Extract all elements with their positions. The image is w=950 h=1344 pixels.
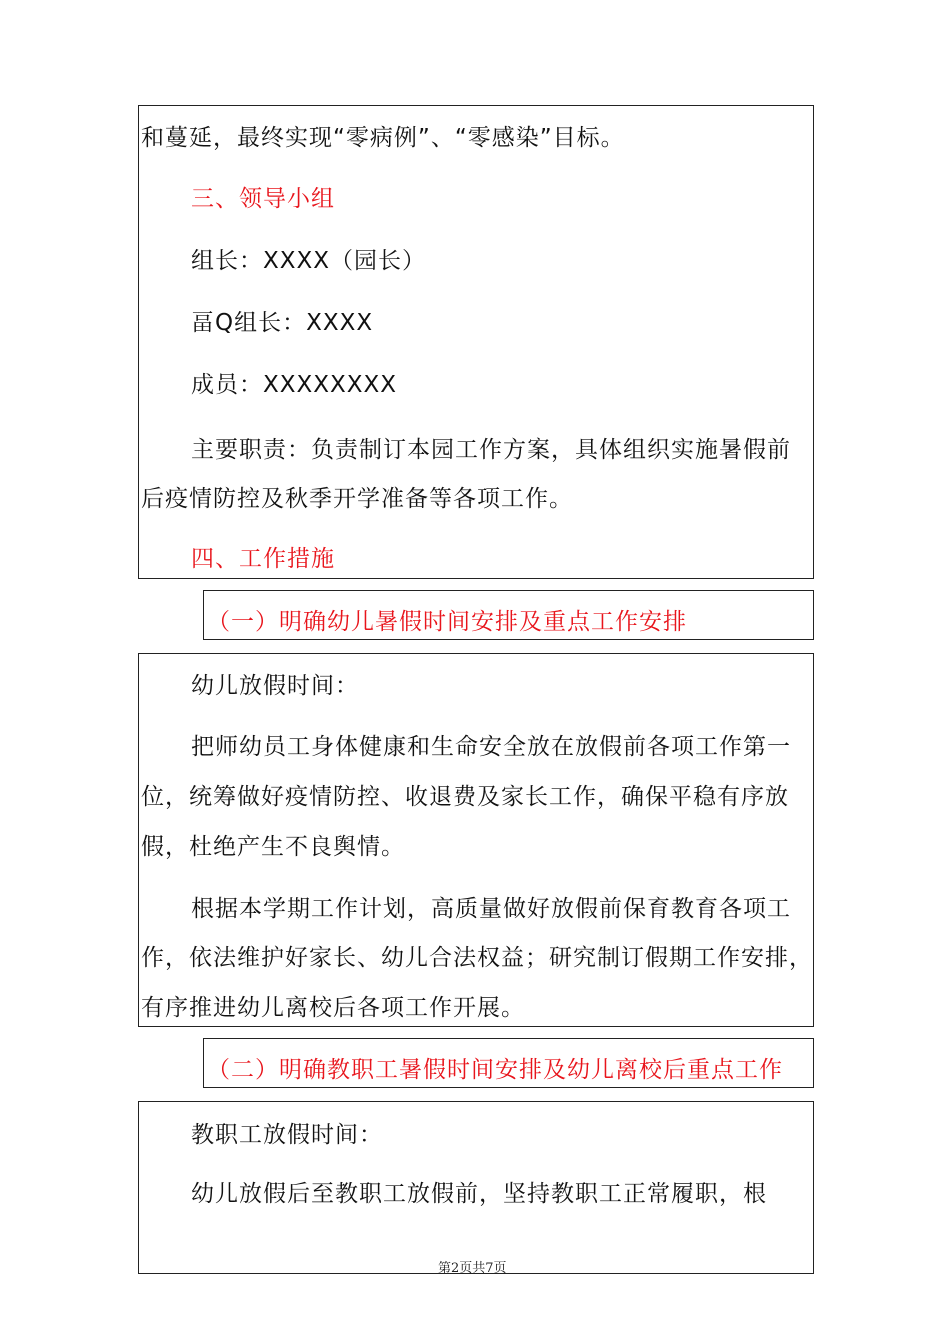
section-heading-4: 四、工作措施 [191,546,335,572]
paragraph-line: 和蔓延，最终实现“零病例”、“零感染”目标。 [141,125,625,151]
section-heading-3: 三、领导小组 [191,186,335,212]
subheading-1: （一）明确幼儿暑假时间安排及重点工作安排 [207,609,687,635]
duties-line-1: 主要职责：负责制订本园工作方案，具体组织实施暑假前 [191,437,791,463]
duties-line-2: 后疫情防控及秋季开学准备等各项工作。 [141,486,573,512]
paragraph-line: 有序推进幼儿离校后各项工作开展。 [141,995,525,1021]
members-line: 成员：XXXXXXXX [191,372,398,398]
paragraph-line: 幼儿放假后至教职工放假前，坚持教职工正常履职，根 [191,1181,767,1207]
vice-leader-line: 畐Q组长：XXXX [191,310,374,336]
paragraph-line: 作，依法维护好家长、幼儿合法权益；研究制订假期工作安排， [141,945,813,971]
label-line: 教职工放假时间： [191,1122,383,1148]
page-footer: 第2页共7页 [438,1261,507,1276]
paragraph-line: 假，杜绝产生不良舆情。 [141,834,405,860]
label-line: 幼儿放假时间： [191,673,359,699]
paragraph-line: 根据本学期工作计划，高质量做好放假前保育教育各项工 [191,896,791,922]
leader-line: 组长：XXXX（园长） [191,248,427,274]
paragraph-line: 位，统筹做好疫情防控、收退费及家长工作，确保平稳有序放 [141,784,789,810]
paragraph-line: 把师幼员工身体健康和生命安全放在放假前各项工作第一 [191,734,791,760]
subheading-2: （二）明确教职工暑假时间安排及幼儿离校后重点工作 [207,1057,783,1083]
